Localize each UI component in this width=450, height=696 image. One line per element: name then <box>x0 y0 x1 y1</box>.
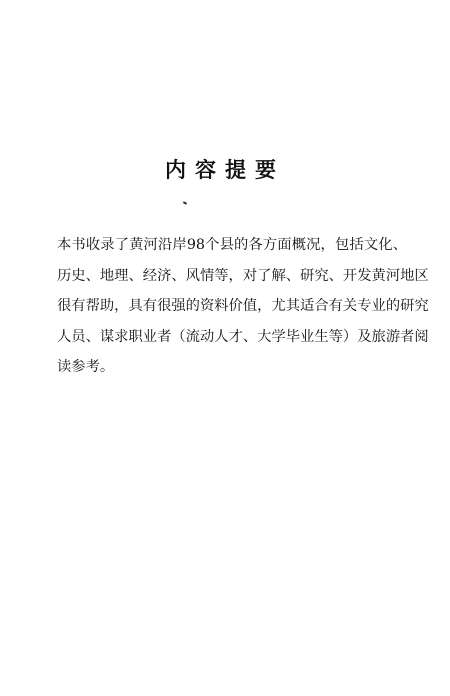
summary-line-2: 历史、地理、经济、风情等，对了解、研究、开发黄河地区 <box>57 267 429 284</box>
print-speck <box>183 201 187 205</box>
summary-line-4: 人员、谋求职业者（流动人才、大学毕业生等）及旅游者阅 <box>57 328 429 345</box>
page-title: 内容提要 <box>165 157 285 182</box>
summary-line-5: 读参考。 <box>57 359 115 375</box>
summary-line-1: 本书收录了黄河沿岸98个县的各方面概况，包括文化、 <box>57 237 407 253</box>
summary-paragraph <box>57 230 429 383</box>
summary-line-3: 很有帮助，具有很强的资料价值，尤其适合有关专业的研究 <box>57 298 429 314</box>
